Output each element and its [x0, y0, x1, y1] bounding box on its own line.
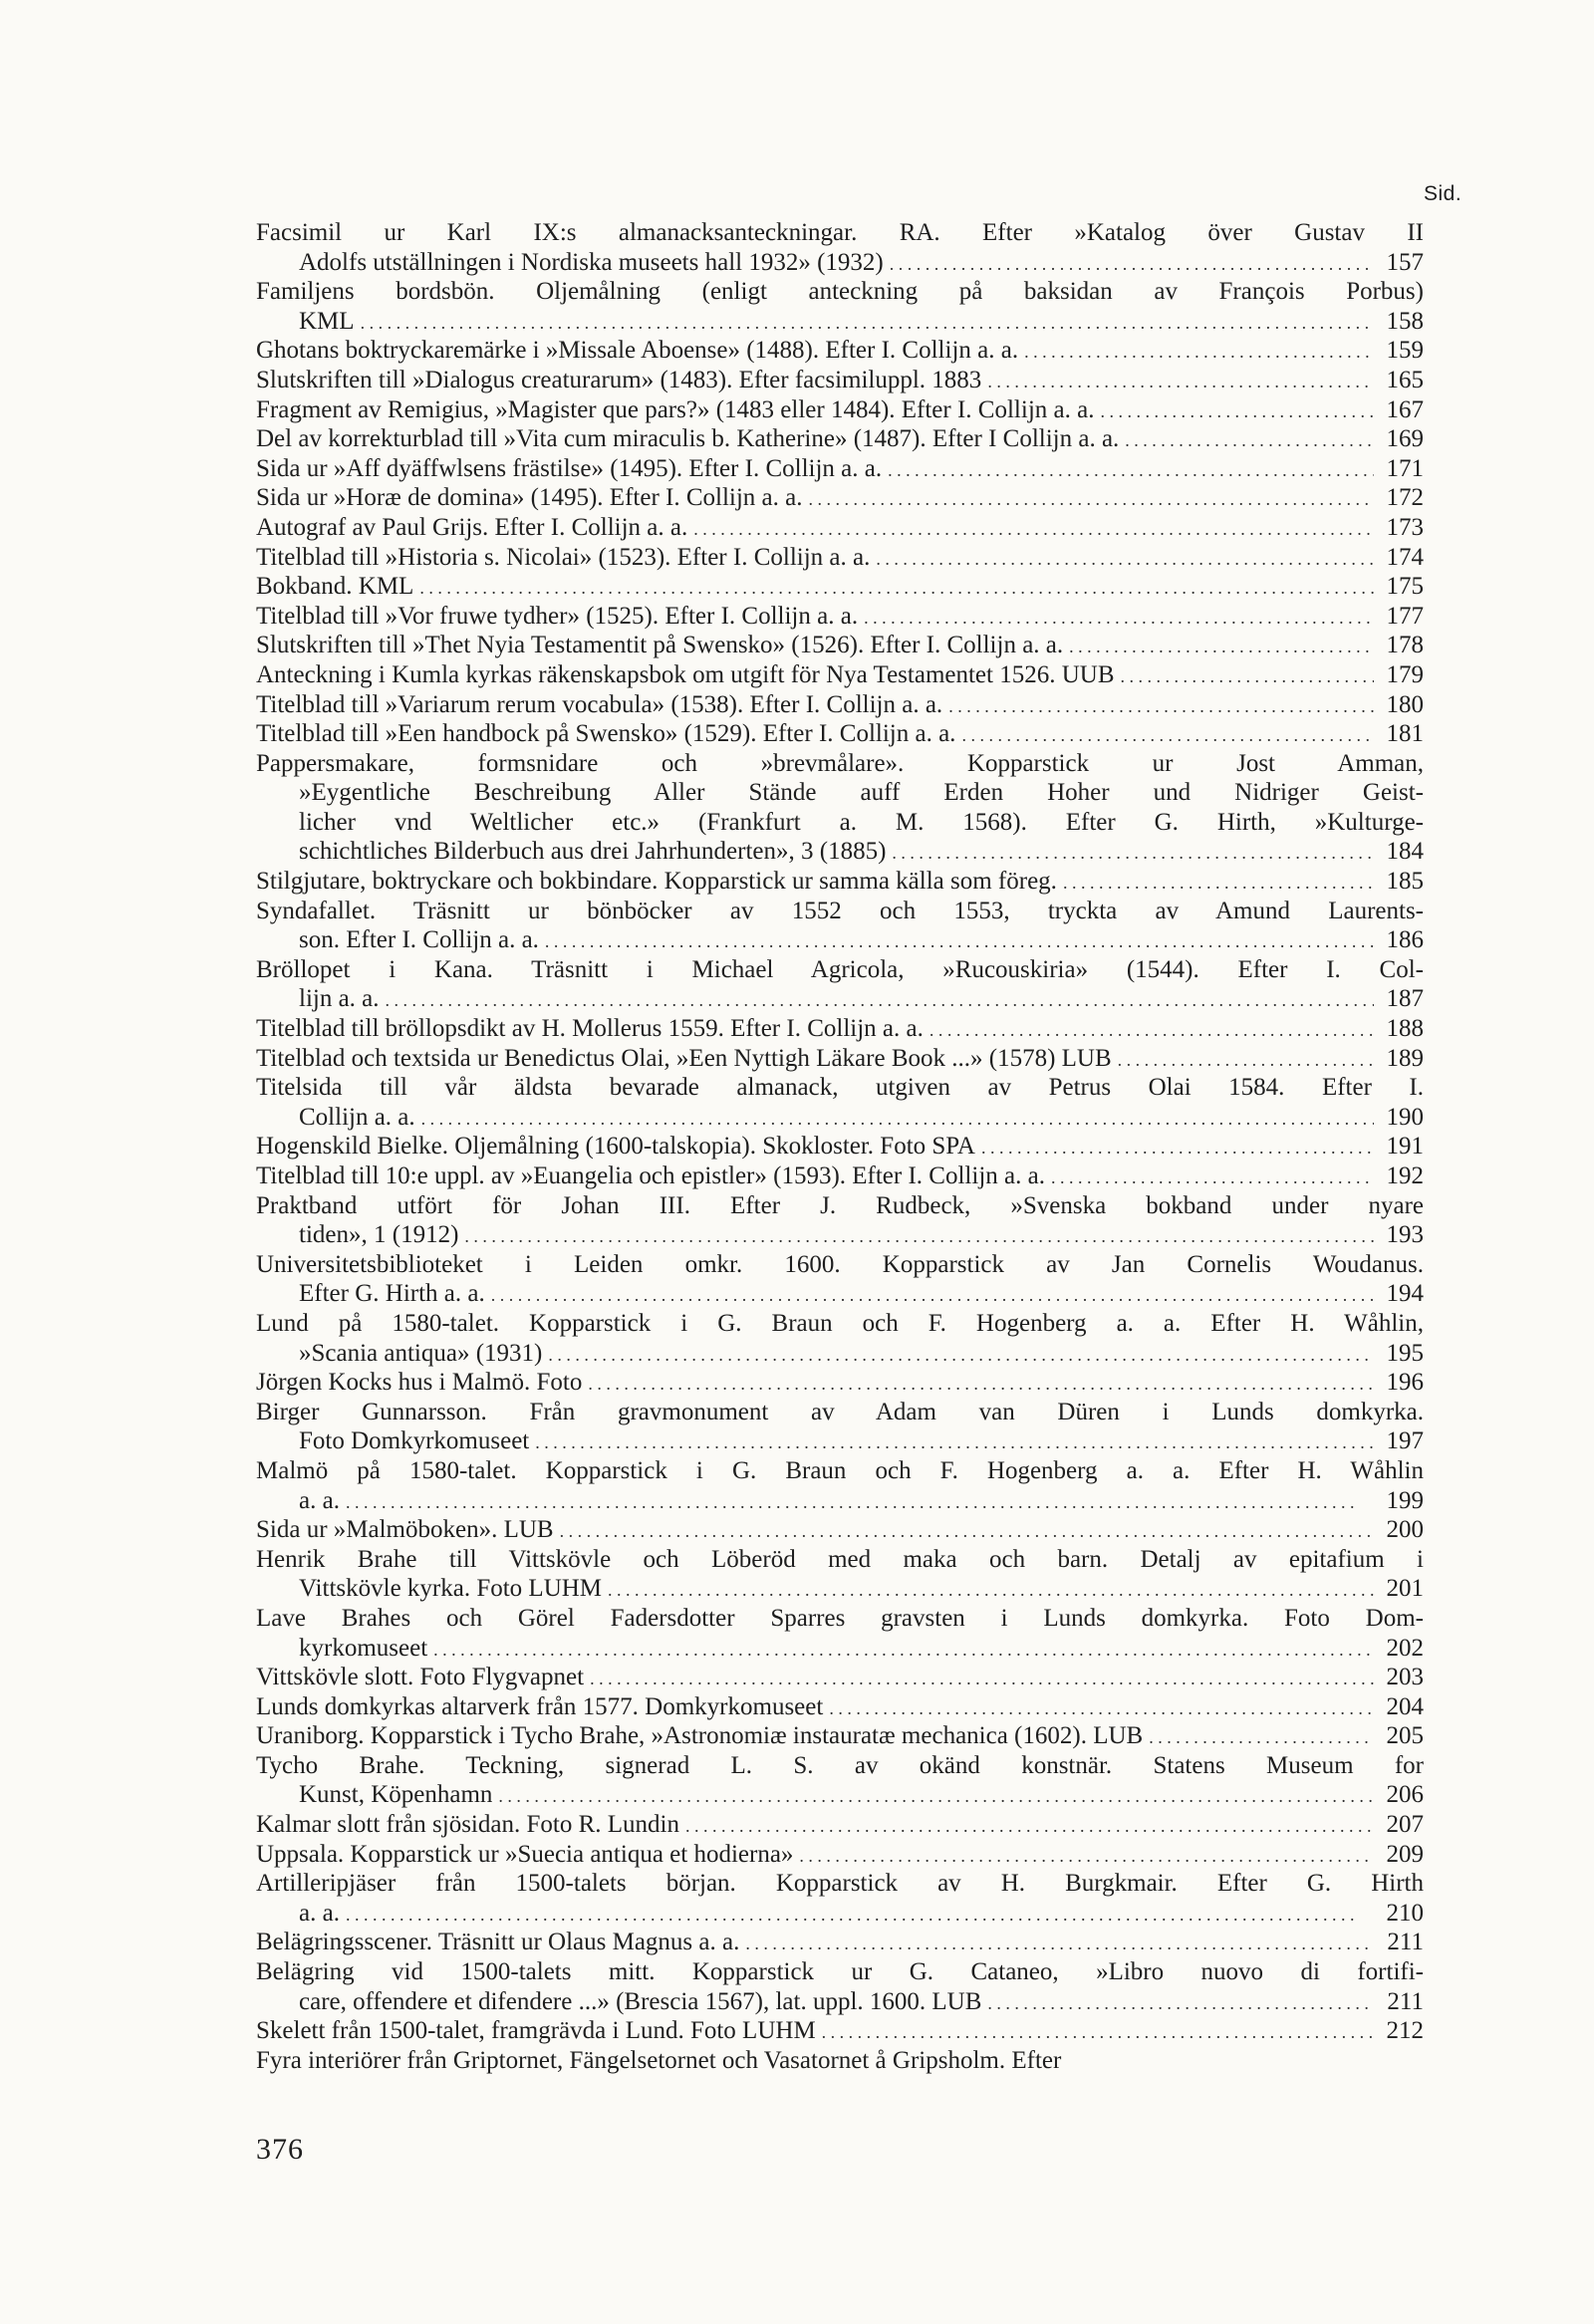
- entry-last-line: [256, 513, 1424, 543]
- entry-last-line: [256, 1840, 1424, 1870]
- list-item: [256, 1928, 1424, 1957]
- list-item: [256, 602, 1424, 632]
- dot-leader: [890, 248, 1374, 280]
- list-item: [256, 719, 1424, 749]
- dot-leader: [590, 1663, 1374, 1694]
- dot-leader: [421, 1103, 1374, 1135]
- dot-leader: [822, 2016, 1374, 2048]
- entry-page-number: 202: [1386, 1634, 1424, 1662]
- list-item: [256, 366, 1424, 395]
- entry-caption: Ghotans boktryckaremärke i »Missale Aboense» (1488). Efter I. Collijn a. a.: [256, 337, 1019, 365]
- dot-leader: [433, 1634, 1374, 1666]
- entry-last-line: [256, 1928, 1424, 1957]
- entry-last-line: [256, 336, 1424, 366]
- dot-leader: [1051, 1162, 1374, 1193]
- list-item: [256, 336, 1424, 366]
- list-item: [256, 1014, 1424, 1044]
- dot-leader: [987, 366, 1374, 397]
- entry-page-number: 167: [1386, 395, 1424, 423]
- entry-last-line: [256, 660, 1424, 690]
- dot-leader: [892, 837, 1374, 869]
- entry-line: Belägring vid 1500-talets mitt. Kopparstick ur G. Cataneo, »Libro nuovo di fortifi-: [256, 1958, 1424, 1986]
- dot-leader: [1069, 631, 1374, 662]
- entry-caption: Adolfs utställningen i Nordiska museets hall 1932» (1932): [299, 248, 884, 276]
- dot-leader: [548, 1339, 1374, 1371]
- entry-page-number: 180: [1386, 690, 1424, 718]
- entry-page-number: 173: [1386, 513, 1424, 541]
- dot-leader: [864, 602, 1374, 634]
- list-item: [256, 454, 1424, 484]
- dot-leader: [588, 1368, 1374, 1400]
- entry-last-line: [256, 1634, 1424, 1664]
- entry-last-line: [256, 690, 1424, 720]
- entry-page-number: 177: [1386, 602, 1424, 630]
- entry-line: Lave Brahes och Görel Fadersdotter Sparres gravsten i Lunds domkyrka. Foto Dom-: [256, 1604, 1424, 1632]
- entry-caption: Fyra interiörer från Griptornet, Fängelsetornet och Vasatornet å Gripsholm. Efter: [256, 2046, 1062, 2074]
- entry-page-number: 187: [1386, 985, 1424, 1013]
- dot-leader: [464, 1220, 1374, 1252]
- entry-page-number: 159: [1386, 337, 1424, 365]
- list-item: [256, 424, 1424, 454]
- list-item: [256, 1398, 1424, 1456]
- entry-page-number: 201: [1386, 1575, 1424, 1603]
- entry-page-number: 190: [1386, 1103, 1424, 1131]
- entry-last-line: [256, 366, 1424, 395]
- entry-line: Facsimil ur Karl IX:s almanacksanteckningar. RA. Efter »Katalog över Gustav II: [256, 219, 1424, 246]
- entry-page-number: 179: [1386, 660, 1424, 688]
- entry-last-line: [256, 2016, 1424, 2046]
- list-item: [256, 277, 1424, 336]
- entry-page-number: 171: [1386, 454, 1424, 482]
- entry-caption: Slutskriften till »Thet Nyia Testamentit på Swensko» (1526). Efter I. Collijn a. a.: [256, 632, 1064, 659]
- entry-page-number: 197: [1386, 1427, 1424, 1455]
- entry-line: Titelsida till vår äldsta bevarade almanack, utgiven av Petrus Olai 1584. Efter I.: [256, 1074, 1424, 1102]
- dot-leader: [361, 307, 1374, 339]
- entry-last-line: [256, 1368, 1424, 1398]
- dot-leader: [809, 483, 1375, 515]
- dot-leader: [1118, 1044, 1374, 1076]
- entry-caption: lijn a. a.: [299, 985, 380, 1013]
- list-item: [256, 483, 1424, 513]
- entry-page-number: 184: [1386, 838, 1424, 866]
- list-item: [256, 1456, 1424, 1515]
- entry-line: Tycho Brahe. Teckning, signerad L. S. av okänd konstnär. Statens Museum for: [256, 1751, 1424, 1779]
- entry-caption: Uppsala. Kopparstick ur »Suecia antiqua et hodierna»: [256, 1840, 794, 1868]
- list-item: [256, 1309, 1424, 1368]
- list-item: [256, 572, 1424, 602]
- entry-page-number: 195: [1386, 1339, 1424, 1367]
- entry-last-line: [256, 719, 1424, 749]
- entry-page-number: 200: [1386, 1516, 1424, 1544]
- entry-page-number: 199: [1386, 1486, 1424, 1514]
- entry-last-line: [256, 307, 1424, 337]
- entry-last-line: [256, 1574, 1424, 1604]
- entry-last-line: [256, 984, 1424, 1014]
- list-item: [256, 1191, 1424, 1250]
- dot-leader: [346, 1899, 1374, 1931]
- entry-line: Pappersmakare, formsnidare och »brevmålare». Kopparstick ur Jost Amman,: [256, 749, 1424, 777]
- entry-line: Universitetsbiblioteket i Leiden omkr. 1600. Kopparstick av Jan Cornelis Woudanus.: [256, 1250, 1424, 1278]
- list-item: [256, 1751, 1424, 1810]
- dot-leader: [930, 1014, 1374, 1046]
- entry-page-number: 191: [1386, 1133, 1424, 1161]
- dot-leader: [346, 1486, 1374, 1518]
- entry-caption: Titelblad till »Variarum rerum vocabula» (1538). Efter I. Collijn a. a.: [256, 690, 943, 718]
- dot-leader: [608, 1574, 1374, 1606]
- dot-leader: [560, 1515, 1374, 1547]
- entry-caption: Bokband. KML: [256, 573, 414, 601]
- entry-caption: Efter G. Hirth a. a.: [299, 1280, 485, 1308]
- entry-caption: Autograf av Paul Grijs. Efter I. Collijn a. a.: [256, 513, 688, 541]
- entry-page-number: 210: [1386, 1899, 1424, 1927]
- list-item: [256, 1692, 1424, 1722]
- entry-last-line: [256, 248, 1424, 278]
- entry-last-line: [256, 543, 1424, 573]
- entry-page-number: 211: [1387, 1987, 1424, 2015]
- list-item: [256, 867, 1424, 897]
- entry-last-line: [256, 2046, 1424, 2076]
- entry-caption: »Scania antiqua» (1931): [299, 1339, 543, 1367]
- entry-last-line: [256, 1810, 1424, 1840]
- dot-leader: [888, 454, 1374, 486]
- entry-page-number: 209: [1386, 1840, 1424, 1868]
- list-item: [256, 218, 1424, 277]
- entry-page-number: 169: [1386, 425, 1424, 453]
- entry-caption: Lunds domkyrkas altarverk från 1577. Domkyrkomuseet: [256, 1692, 824, 1720]
- list-item: [256, 395, 1424, 425]
- entry-caption: Skelett från 1500-talet, framgrävda i Lund. Foto LUHM: [256, 2017, 816, 2045]
- entry-last-line: [256, 572, 1424, 602]
- entry-caption: Vittskövle kyrka. Foto LUHM: [299, 1575, 603, 1603]
- list-item: [256, 1162, 1424, 1191]
- entry-caption: Anteckning i Kumla kyrkas räkenskapsbok om utgift för Nya Testamentet 1526. UUB: [256, 660, 1115, 688]
- entry-caption: Sida ur »Aff dyäffwlsens frästilse» (1495). Efter I. Collijn a. a.: [256, 454, 883, 482]
- list-item: [256, 1721, 1424, 1751]
- entry-last-line: [256, 1339, 1424, 1369]
- entry-last-line: [256, 1780, 1424, 1810]
- entry-page-number: 189: [1386, 1044, 1424, 1072]
- entry-caption: son. Efter I. Collijn a. a.: [299, 926, 539, 954]
- list-item: [256, 1869, 1424, 1928]
- dot-leader: [1100, 395, 1374, 427]
- entry-caption: a. a.: [299, 1899, 340, 1927]
- entry-line: Artilleripjäser från 1500-talets början. Kopparstick av H. Burgkmair. Efter G. Hirth: [256, 1870, 1424, 1898]
- list-item: [256, 1810, 1424, 1840]
- entry-page-number: 196: [1386, 1369, 1424, 1397]
- entry-caption: a. a.: [299, 1486, 340, 1514]
- entry-caption: Uraniborg. Kopparstick i Tycho Brahe, »Astronomiæ instauratæ mechanica (1602). LUB: [256, 1722, 1144, 1750]
- entry-page-number: 192: [1386, 1162, 1424, 1189]
- list-item: [256, 1663, 1424, 1692]
- dot-leader: [535, 1426, 1374, 1458]
- entry-last-line: [256, 1014, 1424, 1044]
- entry-caption: KML: [299, 307, 355, 335]
- page-number: 376: [256, 2133, 304, 2166]
- entry-last-line: [256, 602, 1424, 632]
- entry-page-number: 174: [1386, 543, 1424, 571]
- dot-leader: [981, 1132, 1374, 1163]
- entry-caption: Belägringsscener. Träsnitt ur Olaus Magnus a. a.: [256, 1929, 740, 1956]
- entry-caption: Sida ur »Malmöboken». LUB: [256, 1516, 554, 1544]
- entry-last-line: [256, 1721, 1424, 1751]
- entry-last-line: [256, 631, 1424, 660]
- dot-leader: [1149, 1721, 1374, 1753]
- entry-page-number: 186: [1386, 926, 1424, 954]
- column-header-sid: Sid.: [1424, 182, 1462, 205]
- entry-last-line: [256, 1486, 1424, 1516]
- entry-page-number: 181: [1386, 720, 1424, 748]
- entry-page-number: 158: [1386, 307, 1424, 335]
- entry-last-line: [256, 1132, 1424, 1162]
- dot-leader: [685, 1810, 1374, 1842]
- entry-page-number: 212: [1386, 2017, 1424, 2045]
- list-item: [256, 1840, 1424, 1870]
- list-item: [256, 1044, 1424, 1074]
- entry-last-line: [256, 1899, 1424, 1929]
- list-item: [256, 2016, 1424, 2046]
- dot-leader: [498, 1780, 1374, 1812]
- dot-leader: [386, 984, 1374, 1016]
- entry-line: Malmö på 1580-talet. Kopparstick i G. Braun och F. Hogenberg a. a. Efter H. Wåhlin: [256, 1456, 1424, 1484]
- entry-caption: Vittskövle slott. Foto Flygvapnet: [256, 1664, 585, 1691]
- entry-last-line: [256, 1220, 1424, 1250]
- dot-leader: [745, 1928, 1374, 1959]
- dot-leader: [1024, 336, 1374, 368]
- entry-caption: Foto Domkyrkomuseet: [299, 1427, 530, 1455]
- dot-leader: [545, 925, 1374, 957]
- entry-caption: Titelblad till »Vor fruwe tydher» (1525). Efter I. Collijn a. a.: [256, 602, 859, 630]
- list-item: [256, 1545, 1424, 1604]
- entry-caption: tiden», 1 (1912): [299, 1221, 459, 1249]
- entry-page-number: 203: [1386, 1664, 1424, 1691]
- entry-caption: Hogenskild Bielke. Oljemålning (1600-talskopia). Skokloster. Foto SPA: [256, 1133, 975, 1161]
- list-item: [256, 1250, 1424, 1309]
- entry-caption: Titelblad till »Historia s. Nicolai» (1523). Efter I. Collijn a. a.: [256, 543, 871, 571]
- illustration-list: [256, 218, 1424, 2075]
- dot-leader: [491, 1279, 1374, 1311]
- entry-page-number: 206: [1386, 1781, 1424, 1809]
- entry-page-number: 204: [1386, 1692, 1424, 1720]
- entry-caption: Collijn a. a.: [299, 1103, 415, 1131]
- entry-caption: Kunst, Köpenhamn: [299, 1781, 493, 1809]
- list-item: [256, 543, 1424, 573]
- entry-caption: Titelblad och textsida ur Benedictus Olai, »Een Nyttigh Läkare Book ...» (1578) LUB: [256, 1044, 1112, 1072]
- entry-last-line: [256, 424, 1424, 454]
- entry-last-line: [256, 454, 1424, 484]
- entry-last-line: [256, 483, 1424, 513]
- entry-page-number: 205: [1386, 1722, 1424, 1750]
- entry-page-number: 193: [1386, 1221, 1424, 1249]
- entry-caption: Stilgjutare, boktryckare och bokbindare. Kopparstick ur samma källa som föreg.: [256, 868, 1057, 896]
- list-item: [256, 1073, 1424, 1132]
- entry-last-line: [256, 867, 1424, 897]
- entry-page-number: 207: [1386, 1811, 1424, 1839]
- dot-leader: [419, 572, 1374, 604]
- entry-last-line: [256, 1515, 1424, 1545]
- entry-line: Birger Gunnarsson. Från gravmonument av Adam van Düren i Lunds domkyrka.: [256, 1398, 1424, 1425]
- entry-last-line: [256, 1987, 1424, 2017]
- entry-line: Praktband utfört för Johan III. Efter J. Rudbeck, »Svenska bokband under nyare: [256, 1191, 1424, 1219]
- entry-caption: Jörgen Kocks hus i Malmö. Foto: [256, 1369, 583, 1397]
- list-item: [256, 631, 1424, 660]
- dot-leader: [948, 690, 1374, 722]
- list-item: [256, 690, 1424, 720]
- dot-leader: [1121, 660, 1374, 692]
- dot-leader: [876, 543, 1374, 575]
- dot-leader: [693, 513, 1374, 545]
- entry-page-number: 178: [1386, 632, 1424, 659]
- dot-leader: [961, 719, 1374, 751]
- entry-line: Henrik Brahe till Vittskövle och Löberöd med maka och barn. Detalj av epitafium i: [256, 1545, 1424, 1573]
- dot-leader: [987, 1987, 1374, 2019]
- dot-leader: [799, 1840, 1374, 1872]
- entry-caption: care, offendere et difendere ...» (Brescia 1567), lat. uppl. 1600. LUB: [299, 1987, 982, 2015]
- list-item: [256, 897, 1424, 955]
- entry-caption: Titelblad till »Een handbock på Swensko» (1529). Efter I. Collijn a. a.: [256, 720, 956, 748]
- entry-caption: Titelblad till bröllopsdikt av H. Mollerus 1559. Efter I. Collijn a. a.: [256, 1015, 924, 1043]
- dot-leader: [1125, 424, 1374, 456]
- dot-leader: [829, 1692, 1374, 1724]
- entry-caption: Sida ur »Horæ de domina» (1495). Efter I. Collijn a. a.: [256, 484, 803, 512]
- entry-line: Bröllopet i Kana. Träsnitt i Michael Agricola, »Rucouskiria» (1544). Efter I. Col-: [256, 955, 1424, 983]
- entry-page-number: 157: [1386, 248, 1424, 276]
- entry-last-line: [256, 1162, 1424, 1191]
- entry-caption: Slutskriften till »Dialogus creaturarum» (1483). Efter facsimiluppl. 1883: [256, 366, 982, 393]
- entry-caption: schichtliches Bilderbuch aus drei Jahrhunderten», 3 (1885): [299, 838, 887, 866]
- entry-page-number: 185: [1386, 868, 1424, 896]
- entry-line: licher vnd Weltlicher etc.» (Frankfurt a. M. 1568). Efter G. Hirth, »Kulturge-: [299, 808, 1424, 836]
- entry-last-line: [256, 837, 1424, 867]
- list-item: [256, 660, 1424, 690]
- entry-line: Familjens bordsbön. Oljemålning (enligt anteckning på baksidan av François Porbus): [256, 278, 1424, 306]
- entry-line: Lund på 1580-talet. Kopparstick i G. Braun och F. Hogenberg a. a. Efter H. Wåhlin,: [256, 1309, 1424, 1337]
- list-item: [256, 1604, 1424, 1663]
- entry-caption: kyrkomuseet: [299, 1634, 428, 1662]
- entry-page-number: 175: [1386, 573, 1424, 601]
- entry-last-line: [256, 1279, 1424, 1309]
- entry-caption: Fragment av Remigius, »Magister que pars?» (1483 eller 1484). Efter I. Collijn a. a.: [256, 395, 1095, 423]
- entry-page-number: 165: [1386, 366, 1424, 393]
- entry-line: »Eygentliche Beschreibung Aller Stände auff Erden Hoher und Nidriger Geist-: [299, 779, 1424, 807]
- entry-last-line: [256, 395, 1424, 425]
- list-item: [256, 513, 1424, 543]
- list-item: [256, 1515, 1424, 1545]
- list-item: [256, 2046, 1424, 2076]
- entry-caption: Del av korrekturblad till »Vita cum miraculis b. Katherine» (1487). Efter I Collijn a. a.: [256, 425, 1120, 453]
- entry-last-line: [256, 1103, 1424, 1133]
- entry-line: Syndafallet. Träsnitt ur bönböcker av 1552 och 1553, tryckta av Amund Laurents-: [256, 897, 1424, 924]
- entry-caption: Kalmar slott från sjösidan. Foto R. Lundin: [256, 1811, 679, 1839]
- entry-last-line: [256, 1692, 1424, 1722]
- list-item: [256, 1957, 1424, 2016]
- dot-leader: [1063, 867, 1374, 899]
- entry-page-number: 194: [1386, 1280, 1424, 1308]
- list-item: [256, 955, 1424, 1014]
- list-item: [256, 749, 1424, 867]
- entry-caption: Titelblad till 10:e uppl. av »Euangelia och epistler» (1593). Efter I. Collijn a. a.: [256, 1162, 1045, 1189]
- entry-page-number: 211: [1387, 1929, 1424, 1956]
- list-item: [256, 1132, 1424, 1162]
- list-item: [256, 1368, 1424, 1398]
- entry-page-number: 172: [1386, 484, 1424, 512]
- entry-last-line: [256, 1044, 1424, 1074]
- entry-last-line: [256, 1426, 1424, 1456]
- entry-page-number: 188: [1386, 1015, 1424, 1043]
- entry-last-line: [256, 925, 1424, 955]
- entry-last-line: [256, 1663, 1424, 1692]
